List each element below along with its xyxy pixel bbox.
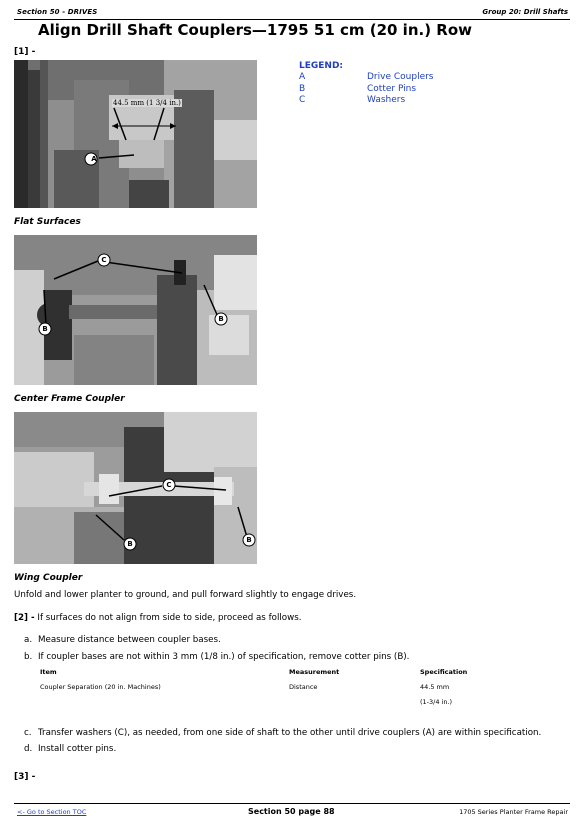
callout-c: C — [101, 256, 107, 264]
step-2 — [14, 613, 302, 623]
intro-text: Unfold and lower planter to ground, and pull forward slightly to engage drives. — [14, 590, 357, 600]
list-marker: b. — [24, 652, 33, 662]
step-3-marker: [3] - — [14, 772, 36, 782]
list-marker: a. — [24, 635, 33, 645]
page-number: Section 50 page 88 — [248, 807, 335, 816]
step-1-marker: [1] - — [14, 47, 36, 57]
step-2-text: If surfaces do not align from side to side, proceed as follows. — [37, 613, 302, 623]
legend-item — [299, 72, 434, 84]
table-header-measurement: Measurement — [289, 668, 340, 676]
legend-label: Cotter Pins — [367, 83, 417, 94]
table-header-specification: Specification — [420, 668, 468, 676]
go-to-section-toc-link[interactable]: <- Go to Section TOC — [17, 808, 87, 816]
dimension-label: 44.5 mm (1 3/4 in.) — [113, 99, 181, 107]
table-cell-spec-alt: (1-3/4 in.) — [420, 698, 453, 706]
list-text: Install cotter pins. — [38, 744, 117, 754]
legend — [299, 61, 434, 107]
callout-b: B — [127, 540, 133, 548]
list-item — [24, 744, 116, 754]
callout-b: B — [218, 315, 224, 323]
legend-title: LEGEND: — [299, 61, 344, 71]
callout-c: C — [166, 481, 172, 489]
legend-item — [299, 83, 417, 96]
legend-item — [299, 95, 406, 107]
figure-caption-center-frame-coupler: Center Frame Coupler — [14, 394, 125, 404]
legend-label: Drive Couplers — [367, 72, 434, 82]
document-title: 1705 Series Planter Frame Repair — [459, 808, 568, 816]
list-text: Measure distance between coupler bases. — [38, 635, 221, 645]
list-item — [24, 635, 221, 645]
step-2-marker: [2] - — [14, 613, 35, 623]
callout-a: A — [91, 155, 97, 163]
callout-b: B — [246, 536, 252, 544]
flat-surfaces-photo — [14, 60, 257, 208]
center-frame-coupler-photo — [14, 235, 257, 385]
list-item — [24, 728, 541, 738]
list-marker: d. — [24, 744, 33, 754]
table-cell-measurement: Distance — [289, 683, 318, 691]
header-divider — [14, 19, 570, 20]
callout-b: B — [42, 325, 48, 333]
section-header: Section 50 - DRIVES — [17, 8, 98, 16]
page-title: Align Drill Shaft Couplers—1795 51 cm (20 in.) Row — [38, 21, 472, 39]
list-marker: c. — [24, 728, 32, 738]
list-text: Transfer washers (C), as needed, from one side of shaft to the other until drive couplers (A) are within specification. — [38, 728, 542, 738]
legend-key: B — [299, 83, 306, 94]
table-header-item: Item — [40, 668, 57, 676]
figure-caption-wing-coupler: Wing Coupler — [14, 573, 83, 583]
legend-key: C — [299, 95, 306, 105]
legend-label: Washers — [367, 95, 406, 105]
list-item — [24, 652, 409, 662]
table-cell-spec: 44.5 mm — [420, 683, 450, 691]
group-header: Group 20: Drill Shafts — [482, 8, 568, 16]
table-cell-item: Coupler Separation (20 in. Machines) — [40, 683, 161, 691]
figure-caption-flat-surfaces: Flat Surfaces — [14, 217, 81, 227]
footer-divider — [14, 803, 570, 804]
legend-key: A — [299, 72, 306, 82]
list-text: If coupler bases are not within 3 mm (1/8 in.) of specification, remove cotter pins (B). — [38, 652, 410, 662]
